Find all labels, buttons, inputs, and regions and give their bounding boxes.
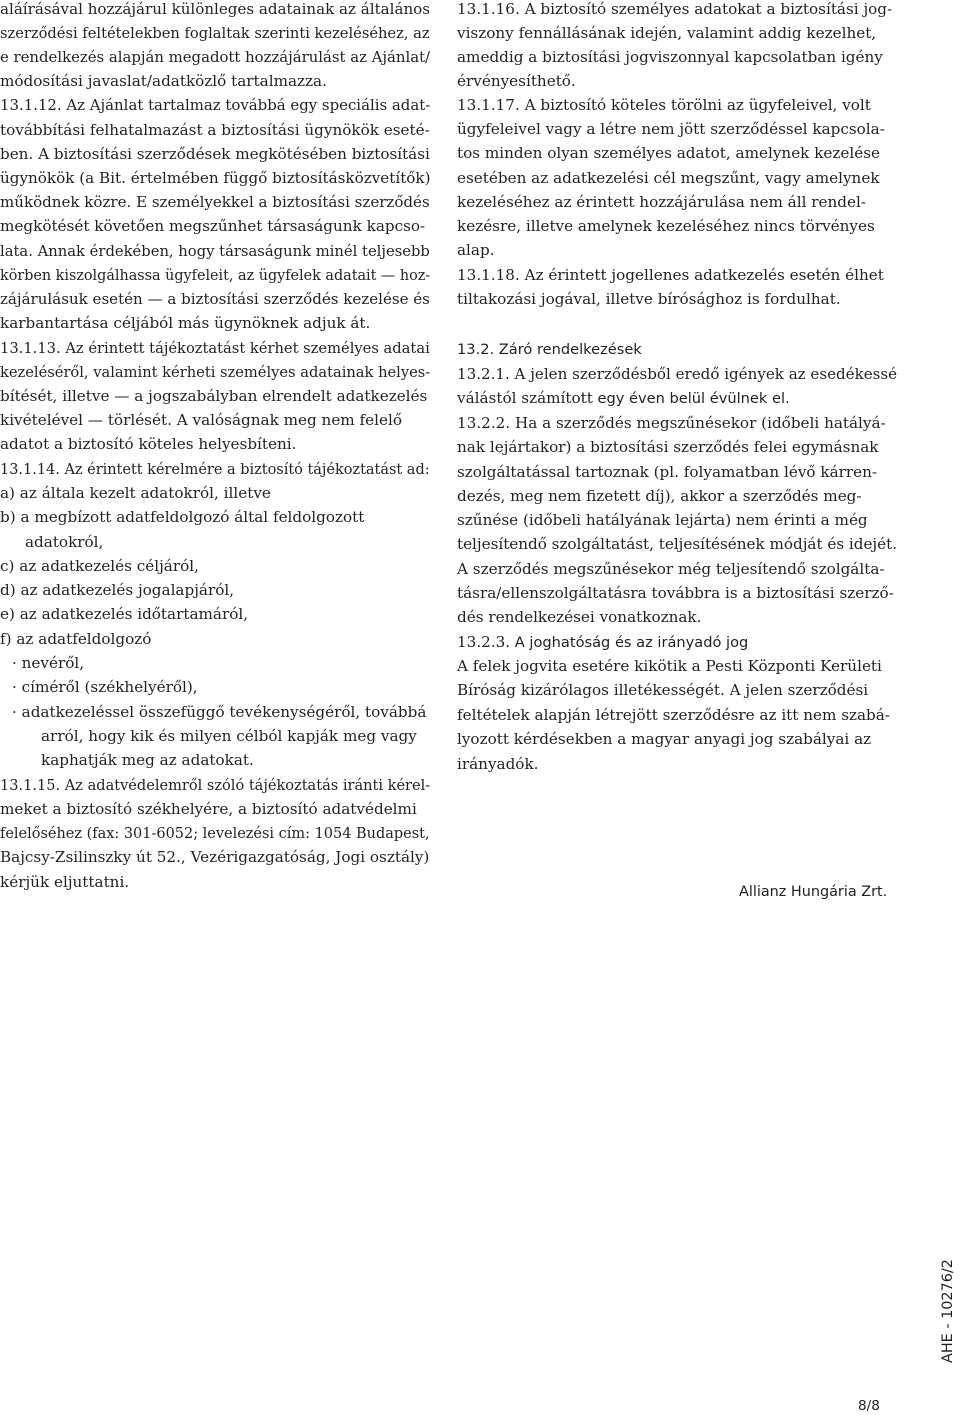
- line-text: szűnése (időbeli hatályának lejárta) nem érinti a még: [457, 511, 868, 529]
- text-line: [457, 732, 871, 747]
- line-text: adatot a biztosító köteles helyesbíteni.: [0, 435, 297, 453]
- text-line: [0, 2, 430, 17]
- text-line: [457, 146, 880, 161]
- line-text: ameddig a biztosítási jogviszonnyal kapcsolatban igény: [457, 48, 883, 66]
- text-line: [0, 778, 430, 793]
- text-line: [12, 680, 198, 695]
- line-text: 13.2. Záró rendelkezések: [457, 341, 642, 358]
- text-line: [0, 268, 430, 283]
- text-line: [41, 729, 417, 744]
- text-line: [457, 708, 890, 723]
- line-text: tos minden olyan személyes adatot, amelynek kezelése: [457, 144, 881, 162]
- text-line: [457, 537, 897, 552]
- line-text: dezés, meg nem fizetett díj), akkor a szerződés meg-: [457, 487, 862, 505]
- line-text: teljesítendő szolgáltatást, teljesítésének módját és idejét.: [457, 535, 898, 553]
- text-line: [0, 98, 430, 113]
- line-text: feltételek alapján létrejött szerződésre az itt nem szabá-: [457, 706, 890, 724]
- line-text: 13.2.1. A jelen szerződésből eredő igények az esedékessé: [457, 365, 898, 383]
- text-line: [457, 74, 576, 89]
- line-text: 13.1.14. Az érintett kérelmére a biztosító tájékoztatást ad:: [0, 460, 430, 478]
- text-line: [0, 292, 430, 307]
- line-text: ügynökök (a Bit. értelmében függő biztosításközvetítők): [0, 169, 431, 187]
- text-line: [0, 632, 151, 647]
- text-line: [0, 171, 431, 186]
- text-line: [0, 486, 271, 501]
- text-line: [41, 753, 254, 768]
- line-text: e rendelkezés alapján megadott hozzájárulást az Ajánlat/: [0, 48, 431, 66]
- line-text: alap.: [457, 241, 495, 259]
- line-text: e) az adatkezelés időtartamáról,: [0, 605, 249, 623]
- company-signature: Allianz Hungária Zrt.: [739, 884, 888, 900]
- text-line: [457, 98, 871, 113]
- line-text: kérjük eljuttatni.: [0, 873, 130, 891]
- line-text: · nevéről,: [12, 654, 85, 672]
- line-text: f) az adatfeldolgozó: [0, 630, 152, 648]
- line-text: meket a biztosító székhelyére, a biztosító adatvédelmi: [0, 800, 417, 818]
- text-line: [457, 292, 841, 307]
- text-line: [0, 802, 417, 817]
- text-line: [12, 656, 84, 671]
- text-line: [457, 659, 882, 674]
- line-text: lata. Annak érdekében, hogy társaságunk minél teljesebb: [0, 242, 430, 260]
- text-line: [0, 583, 234, 598]
- text-line: [457, 122, 885, 137]
- text-line: [457, 489, 862, 504]
- line-text: Bajcsy-Zsilinszky út 52., Vezérigazgatóság, Jogi osztály): [0, 848, 430, 866]
- line-text: d) az adatkezelés jogalapjáról,: [0, 581, 235, 599]
- line-text: kezeléséhez az érintett hozzájárulása nem áll rendel-: [457, 193, 867, 211]
- line-text: bítését, illetve — a jogszabályban elrendelt adatkezelés: [0, 387, 428, 405]
- text-line: [457, 757, 539, 772]
- text-line: [457, 562, 885, 577]
- emphasis-text: egy éven belül évülnek el.: [592, 390, 790, 407]
- line-text: szerződési feltételekben foglaltak szerinti kezeléséhez, az: [0, 24, 430, 42]
- line-text: 13.1.12. Az Ajánlat tartalmaz továbbá egy speciális adat-: [0, 96, 431, 114]
- line-text: 13.2.2. Ha a szerződés megszűnésekor (időbeli hatályá-: [457, 414, 886, 432]
- text-line: [457, 513, 868, 528]
- line-text: adatokról,: [25, 533, 104, 551]
- text-line: [0, 826, 430, 841]
- line-text: 13.1.18. Az érintett jogellenes adatkezelés esetén élhet: [457, 266, 884, 284]
- line-text: felelőséhez (fax: 301-6052; levelezési cím: 1054 Budapest,: [0, 824, 430, 842]
- text-line: [457, 391, 790, 407]
- line-text: c) az adatkezelés céljáról,: [0, 557, 199, 575]
- line-text: A felek jogvita esetére kikötik a Pesti Központi Kerületi: [457, 657, 882, 675]
- text-line: [457, 416, 886, 431]
- text-line: [0, 462, 430, 477]
- text-line: [0, 123, 430, 138]
- page-number: 8/8: [858, 1398, 880, 1414]
- line-text: 13.1.16. A biztosító személyes adatokat a biztosítási jog-: [457, 0, 893, 18]
- text-line: [0, 607, 248, 622]
- line-text: működnek közre. E személyekkel a biztosítási szerződés: [0, 193, 430, 211]
- line-text: megkötését követően megszűnhet társaságunk kapcso-: [0, 217, 426, 235]
- line-text: dés rendelkezései vonatkoznak.: [457, 608, 702, 626]
- text-line: [0, 875, 129, 890]
- text-line: [0, 850, 429, 865]
- line-text: kaphatják meg az adatokat.: [41, 751, 254, 769]
- text-line: [457, 367, 897, 382]
- line-text: a) az általa kezelt adatokról, illetve: [0, 484, 271, 502]
- line-text: továbbítási felhatalmazást a biztosítási ügynökök eseté-: [0, 121, 430, 139]
- line-text: A szerződés megszűnésekor még teljesítendő szolgálta-: [457, 560, 885, 578]
- line-text: viszony fennállásának idején, valamint addig kezelhet,: [457, 24, 877, 42]
- text-line: [457, 195, 866, 210]
- line-text: esetében az adatkezelési cél megszűnt, vagy amelynek: [457, 169, 880, 187]
- line-text: nak lejártakor) a biztosítási szerződés felei egymásnak: [457, 438, 879, 456]
- line-text: 13.1.13. Az érintett tájékoztatást kérhet személyes adatai: [0, 339, 430, 357]
- line-text: · adatkezeléssel összefüggő tevékenységéről, továbbá: [12, 703, 427, 721]
- line-text: 13.2.3.: [457, 633, 511, 651]
- line-text: 13.1.15. Az adatvédelemről szóló tájékoztatás iránti kérel-: [0, 776, 431, 794]
- text-line: [457, 171, 880, 186]
- line-text: aláírásával hozzájárul különleges adatainak az általános: [0, 0, 431, 18]
- line-text: kezeléséről, valamint kérheti személyes adatainak helyes-: [0, 363, 431, 381]
- line-text: zájárulásuk esetén — a biztosítási szerződés kezelése és: [0, 290, 430, 308]
- text-line: [457, 635, 748, 651]
- line-text: karbantartása céljából más ügynöknek adjuk át.: [0, 314, 371, 332]
- line-text: ben. A biztosítási szerződések megkötésében biztosítási: [0, 145, 430, 163]
- line-text: lyozott kérdésekben a magyar anyagi jog szabályai az: [457, 730, 872, 748]
- section-heading: [457, 343, 642, 358]
- text-line: [457, 50, 883, 65]
- text-line: [0, 195, 430, 210]
- text-line: [0, 26, 430, 41]
- line-text: · címéről (székhelyéről),: [12, 678, 198, 696]
- text-line: [0, 365, 430, 380]
- line-text: irányadók.: [457, 755, 539, 773]
- line-text: körben kiszolgálhassa ügyfeleit, az ügyfelek adatait — hoz-: [0, 266, 431, 284]
- text-line: [457, 243, 495, 258]
- text-line: [0, 147, 430, 162]
- text-line: [12, 705, 426, 720]
- text-line: [0, 341, 430, 356]
- line-text: válástól számított: [457, 389, 593, 407]
- line-text: ügyfeleivel vagy a létre nem jött szerződéssel kapcsola-: [457, 120, 885, 138]
- text-line: [0, 559, 199, 574]
- line-text: érvényesíthető.: [457, 72, 576, 90]
- text-line: [0, 244, 430, 259]
- text-line: [0, 316, 370, 331]
- text-line: [457, 2, 892, 17]
- text-line: [0, 219, 425, 234]
- text-line: [457, 268, 884, 283]
- text-line: [457, 465, 877, 480]
- line-text: módosítási javaslat/adatközlő tartalmazza.: [0, 72, 327, 90]
- line-text: Bíróság kizárólagos illetékességét. A jelen szerződési: [457, 681, 869, 699]
- text-line: [0, 510, 364, 525]
- text-line: [457, 610, 701, 625]
- line-text: 13.1.17. A biztosító köteles törölni az ügyfeleivel, volt: [457, 96, 871, 114]
- text-line: [457, 683, 868, 698]
- text-line: [25, 535, 103, 550]
- line-text: szolgáltatással tartoznak (pl. folyamatban lévő kárren-: [457, 463, 878, 481]
- line-text: kivételével — törlését. A valóságnak meg nem felelő: [0, 411, 402, 429]
- line-text: tiltakozási jogával, illetve bírósághoz is fordulhat.: [457, 290, 841, 308]
- text-line: [457, 26, 876, 41]
- text-line: [0, 413, 402, 428]
- text-line: [457, 586, 894, 601]
- line-text: tásra/ellenszolgáltatásra továbbra is a biztosítási szerző-: [457, 584, 894, 602]
- emphasis-text: A joghatóság és az irányadó jog: [510, 634, 749, 651]
- text-line: [0, 74, 327, 89]
- line-text: arról, hogy kik és milyen célból kapják meg vagy: [41, 727, 417, 745]
- text-line: [0, 50, 430, 65]
- line-text: b) a megbízott adatfeldolgozó által feldolgozott: [0, 508, 365, 526]
- text-line: [457, 440, 879, 455]
- document-code: AHE - 10276/2: [940, 1259, 956, 1363]
- text-line: [0, 389, 427, 404]
- text-line: [0, 437, 296, 452]
- text-line: [457, 219, 875, 234]
- line-text: kezésre, illetve amelynek kezeléséhez nincs törvényes: [457, 217, 875, 235]
